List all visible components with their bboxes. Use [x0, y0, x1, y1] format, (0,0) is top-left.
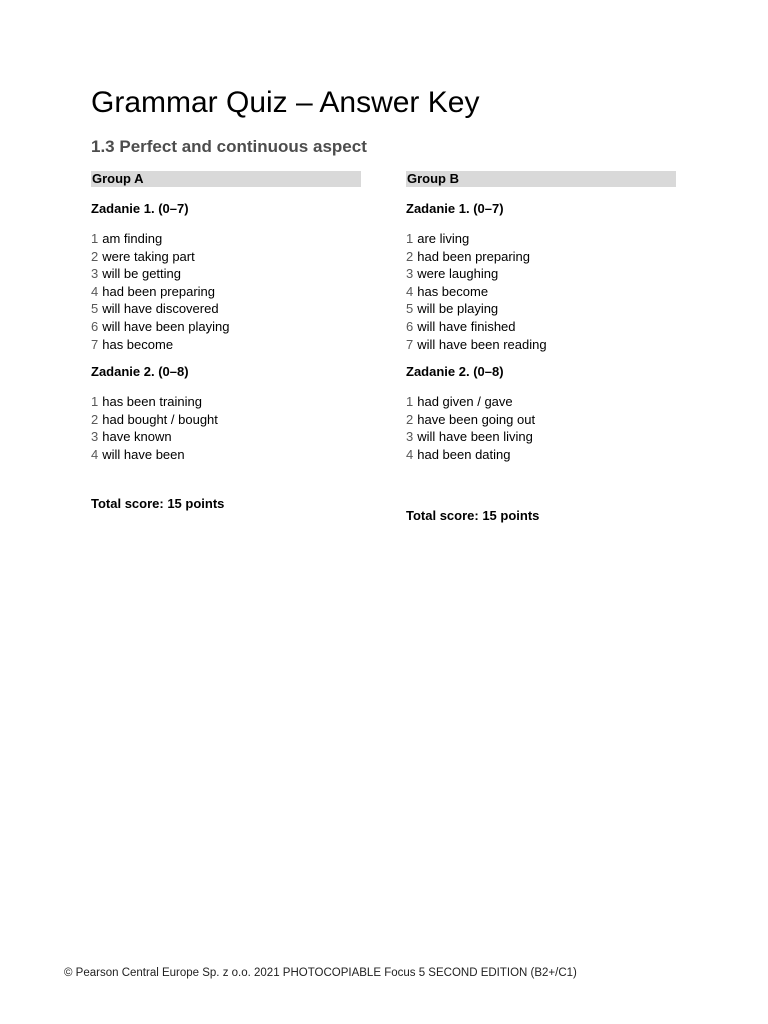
- list-item: [91, 283, 361, 301]
- answer-number: 6: [91, 318, 99, 334]
- group-a-task2-title: Zadanie 2. (0–8): [91, 364, 189, 380]
- list-item: [406, 283, 676, 301]
- group-a-column: [91, 171, 361, 464]
- group-a-header: Group A: [91, 171, 361, 187]
- answer-number: 1: [91, 231, 99, 246]
- page-title: Grammar Quiz – Answer Key: [91, 86, 480, 119]
- answer-text: had been dating: [417, 446, 511, 462]
- list-item: [406, 428, 676, 446]
- answer-text: will be playing: [417, 301, 499, 317]
- list-item: [91, 428, 361, 446]
- answer-number: 3: [91, 429, 99, 445]
- answer-number: 3: [406, 266, 414, 282]
- group-a-task1-title: Zadanie 1. (0–7): [91, 201, 189, 216]
- answer-number: 4: [91, 283, 99, 299]
- group-b-task1-title: Zadanie 1. (0–7): [406, 201, 504, 216]
- list-item: [406, 248, 676, 266]
- group-b-total-score: Total score: 15 points: [406, 508, 540, 523]
- answer-text: will have been playing: [102, 318, 230, 334]
- answer-number: 6: [406, 318, 414, 334]
- answer-number: 7: [91, 336, 99, 352]
- answer-text: had bought / bought: [102, 411, 218, 427]
- list-item: [406, 265, 676, 283]
- answer-text: am finding: [102, 231, 163, 246]
- list-item: [91, 265, 361, 283]
- group-a-total-score: Total score: 15 points: [91, 496, 225, 511]
- group-b-header: Group B: [406, 171, 676, 187]
- answer-text: will be getting: [102, 266, 182, 282]
- answer-number: 1: [91, 394, 99, 410]
- answer-text: were taking part: [102, 248, 195, 264]
- list-item: [406, 336, 676, 354]
- answer-number: 2: [91, 411, 99, 427]
- answer-text: has been training: [102, 394, 202, 410]
- list-item: [91, 300, 361, 318]
- section-title: 1.3 Perfect and continuous aspect: [91, 137, 367, 156]
- answer-number: 5: [91, 301, 99, 317]
- answer-number: 1: [406, 231, 414, 246]
- answer-text: will have finished: [417, 318, 516, 334]
- list-item: [91, 230, 361, 248]
- group-b-task2-answers: [406, 393, 676, 463]
- list-item: [91, 393, 361, 411]
- answer-text: had given / gave: [417, 394, 513, 410]
- answer-text: had been preparing: [417, 248, 530, 264]
- group-b-column: [406, 171, 676, 464]
- list-item: [406, 300, 676, 318]
- answer-number: 2: [91, 248, 99, 264]
- answer-number: 7: [406, 336, 414, 352]
- copyright-footer: © Pearson Central Europe Sp. z o.o. 2021 PHOTOCOPIABLE Focus 5 SECOND EDITION (B2+/C1): [64, 967, 577, 979]
- answer-number: 3: [406, 429, 414, 445]
- answer-text: has become: [417, 283, 489, 299]
- list-item: [91, 446, 361, 464]
- answer-number: 4: [406, 283, 414, 299]
- answer-text: has become: [102, 336, 174, 352]
- answer-text: have been going out: [417, 411, 536, 427]
- answer-text: had been preparing: [102, 283, 215, 299]
- answer-number: 4: [91, 446, 99, 462]
- answer-text: will have been: [102, 446, 185, 462]
- group-b-task1-answers: [406, 230, 676, 353]
- answer-number: 2: [406, 411, 414, 427]
- list-item: [91, 248, 361, 266]
- list-item: [91, 318, 361, 336]
- answer-number: 5: [406, 301, 414, 317]
- list-item: [406, 318, 676, 336]
- answer-text: have known: [102, 429, 172, 445]
- list-item: [91, 411, 361, 429]
- answer-number: 4: [406, 446, 414, 462]
- list-item: [406, 230, 676, 248]
- group-a-task1-answers: [91, 230, 361, 353]
- answer-text: will have been living: [417, 429, 533, 445]
- list-item: [406, 446, 676, 464]
- answer-number: 1: [406, 394, 414, 410]
- answer-text: are living: [417, 231, 470, 246]
- group-a-task2-answers: [91, 393, 361, 463]
- answer-text: will have discovered: [102, 301, 219, 317]
- answer-number: 3: [91, 266, 99, 282]
- answer-number: 2: [406, 248, 414, 264]
- list-item: [406, 393, 676, 411]
- answer-text: will have been reading: [417, 336, 547, 352]
- group-b-task2-title: Zadanie 2. (0–8): [406, 364, 504, 380]
- answer-text: were laughing: [417, 266, 499, 282]
- list-item: [91, 336, 361, 354]
- list-item: [406, 411, 676, 429]
